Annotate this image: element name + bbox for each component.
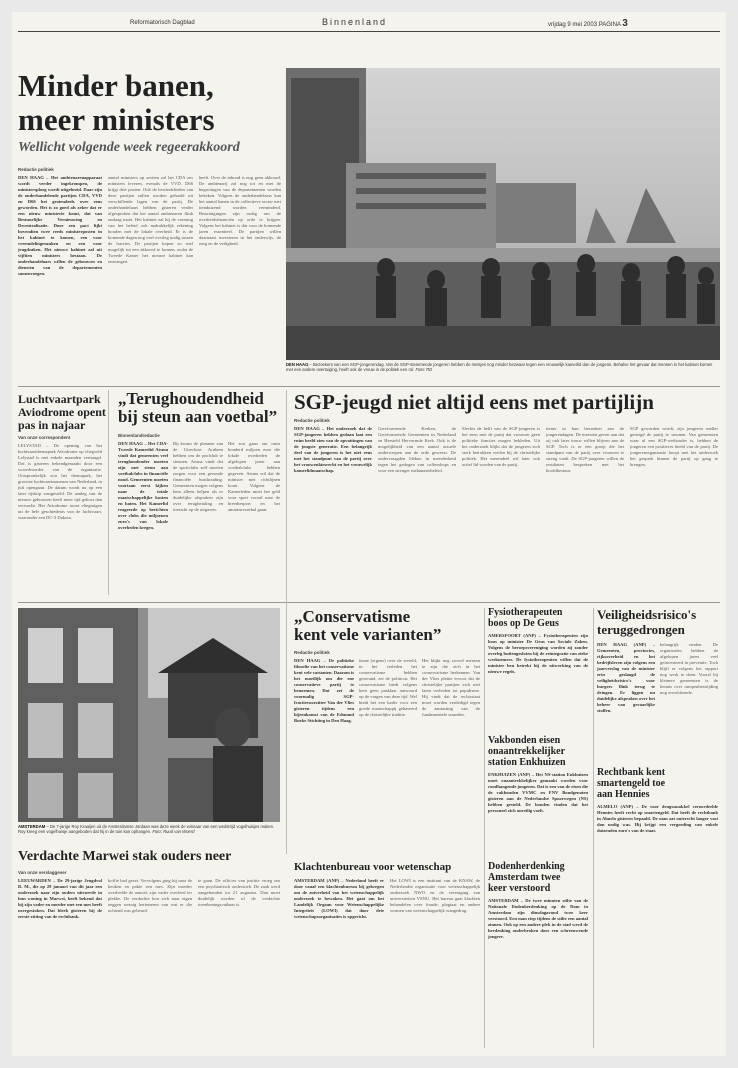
main-col3: heeft. Over de inhoud is nog geen akkoord. De ambtenarij zal nog tot en met de begrotingen van de departementen worden bekeken. Volgens de onderhandelaars kan het aantal banen in de collectieve sector met tienduizend worden verminderd. Bezuinigingen zijn nodig om de overheidsfinanciën op orde te krijgen. Volgens het kabinet is dat voor de komende jaren essentieel. De partijen willen daarnaast investeren in het onderwijs, de zorg en de veiligheid.: [199, 175, 281, 246]
veiligheid-headline-line2: teruggedrongen: [597, 622, 685, 637]
fysio-headline-line2: boos op De Geus: [488, 618, 559, 629]
enkhuizen-body: ENKHUIZEN (ANP) – Het NS-station Enkhuizen moet onaantrekkelijker gemaakt worden voor rondhangende jongeren. Dat is een van de eisen die de vakbonden VVMC en FNV Bondgenoten gisteren aan de Nederlandse Spoorwegen (NS) hebben gesteld. De bonden vinden dat het personeel zich onveilig voelt.: [488, 772, 588, 813]
vogelhuisje-photo: [18, 608, 280, 822]
voetbal-col2: Bij kwam de plannen van de Utrechtse Arnhem hebben om de profclub te steunen. Atsma vindt dat de sportclubs zelf moeten zorgen voor een gezonde financiële huishouding. Gemeenten mogen volgens hem alleen helpen als er duidelijke afspraken zijn over terugbetaling en toezicht op de uitgaven.: [173, 441, 223, 512]
column-rule: [484, 608, 485, 1048]
paper-name: Reformatorisch Dagblad: [130, 20, 195, 26]
main-subhead: Wellicht volgende week regeerakkoord: [18, 140, 240, 155]
voetbal-headline-line2: bij steun aan voetbal”: [118, 407, 278, 426]
column-rule: [286, 390, 287, 854]
veiligheid-col1: DEN HAAG (ANP) – Gemeenten, provincies, rijksoverheid en het bedrijfsleven zijn volgens een jaarverslag van de minister erin geslaagd de veiligheidsrisico's voor burgers flink terug te dringen. Er liggen nu duidelijke afspraken over het beheer van gevaarlijke stoffen.: [597, 642, 655, 713]
sgp-col4: tiener in hun bezoeken aan de jongerendagen. De meesten geven aan dat zij ook later trouw willen blijven aan de SGP. Toch is er een groep die het standpunt van de partij over vrouwen te streng vindt. De SGP-jongeren willen de resultaten bespreken met het hoofdbestuur.: [546, 426, 624, 473]
sgp-headline: SGP-jeugd niet altijd eens met partijlijn: [294, 390, 654, 414]
enkhuizen-headline-line3: station Enkhuizen: [488, 757, 566, 768]
hennies-body: ALMELO (ANP) – De voor drugssmokkel veroordeelde Hennies heeft recht op smartengeld. Dat heeft de rechtbank in Almelo gisteren bepaald. De man zat onterecht langer vast dan nodig was. Hij krijgt een vergoeding van enkele duizenden euro's van de staat.: [597, 804, 718, 833]
section-divider-2: [18, 602, 720, 603]
luchtvaart-headline-line1: Luchtvaartpark: [18, 392, 101, 406]
luchtvaart-body: LELYSTAD – De opening van het luchtvaartthemapark Aviodrome op vliegveld Lelystad is met enkele maanden vertraagd. Dat is gisteren bekendgemaakt door een woordvoerder van de organisatie. Oorspronkelijk zou het themapark, het grootste luchtvaartmuseum van Nederland, in juli opengaan. De datum wordt nu op een later tijdstip vastgesteld. De aanleg van de nieuwe gebouwen heeft meer tijd gekost dan verwacht. Het Aviodrome toont vliegtuigen uit de hele geschiedenis van de luchtvaart, waaronder een DC-3 Dakota.: [18, 443, 102, 520]
sgp-byline: Redactie politiek: [294, 418, 330, 423]
fysio-body: AMERSFOORT (ANP) – Fysiotherapeuten zijn boos op minister De Geus van Sociale Zaken. Volgens de beroepsvereniging worden zij zonder overleg buitengesloten bij de reintegratie van zieke werknemers. De fysiotherapeuten willen dat de minister hen betrekt bij de uitwerking van de nieuwe regels.: [488, 633, 588, 674]
main-headline-line2: meer ministers: [18, 102, 215, 137]
main-col1: DEN HAAG – Het ambtenarenapparaat wordt verder ingekrompen, de ministersploeg wordt uitgebreid. Daar zijn de onderhandelende partijen CDA, VVD en D66 het grotendeels over eens geworden. Het is zo goed als zeker dat er een nieuw ministerie komt, dat van Bestuurlijke Vernieuwing en Decentralisatie. Door een pact lijkt bovendien twee reeds ministerposten in het kabinet te komen, een voor vreemdelingenzaken en een voor jeugdzaken. Het nieuwe kabinet zal uit vijftien ministers bestaan. De onderhandelaars willen de gebouwen en diensten van de departementen samenvoegen.: [18, 175, 102, 276]
dodenherdenking-headline-line1: Dodenherdenking: [488, 861, 565, 872]
sgp-col1: DEN HAAG – Het onderzoek dat de SGP-jongeren hebben gedaan laat een ruim beeld zien van de opvattingen van de jongste generatie. Een belangrijk deel van de jongeren is het niet eens met het standpunt van de partij over het vrouwenkiesrecht en het vrouwelijk kamerlidmaatschap.: [294, 426, 372, 473]
enkhuizen-headline-line1: Vakbonden eisen: [488, 735, 561, 746]
top-photo-caption: DEN HAAG – Bezoekers van een SGP-jongerendag. Van de SGP-stemmende jongeren hebben de meisjes nog minder bezwaar tegen een vrouwelijk kamerlid dan de jongens. Behalve het gevaar dat mensen in het kabinet komen met een andere overtuiging, heeft ook de vrouw in de politiek een rol. Foto: RD: [286, 362, 713, 373]
klachtenbureau-headline: Klachtenbureau voor wetenschap: [294, 861, 452, 873]
newspaper-page: [12, 12, 726, 1056]
veiligheid-headline-line1: Veiligheidsrisico's: [597, 607, 697, 622]
page-date: vrijdag 9 mei 2003 PAGINA 3: [548, 18, 628, 29]
main-col2: aantal ministers op zestien zal het CDA zes ministers leveren, evenals de VVD. D66 krijgt drie posten. Ook de bewindslieden van deze partijen zullen worden gehaald uit verschillende lagen van de partij. De onderhandelaars hebben gisteren verder afgesproken dat het aantal ambtenaren flink omlaag moet. Het kabinet zal bij de vorming van het beleid ook nadrukkelijk rekening houden met de lokale overheid. Er is de komende dagen nog veel overleg nodig tussen de fracties. De partijen hopen zo snel mogelijk tot een akkoord te komen, zodat de Tweede Kamer het nieuwe kabinet kan ontvangen.: [108, 175, 193, 264]
main-byline: Redactie politiek: [18, 167, 54, 172]
veiligheid-col2: belangrijk vinden. De organisaties hebben de afgelopen jaren veel geïnvesteerd in preventie. Toch blijft er volgens het rapport nog werk te doen. Vooral bij kleinere gemeenten is de kennis over rampenbestrijding nog onvoldoende.: [660, 642, 718, 695]
conservatisme-headline-line2: kent vele varianten”: [294, 625, 442, 644]
section-title: Binnenland: [322, 17, 388, 27]
klachtenbureau-col1: AMSTERDAM (ANP) – Nederland heeft er door vanaf een klachtenbureau bij gekregen om de zuiverheid van het wetenschappelijk onderzoek te bewaken. Het gaat om het Landelijk Orgaan voor Wetenschappelijke Integriteit (LOWI) dat door drie wetenschapsorganisaties is opgericht.: [294, 878, 384, 919]
sgp-youth-photo: [286, 68, 720, 360]
conservatisme-headline-line1: „Conservatisme: [294, 607, 411, 626]
marwei-col1: LEEUWARDEN – De 29-jarige Jeugdvol R. M., die op 29 januari van dit jaar een onderzoek naar zijn ouders uitvoerde in hun woning in Marwei, heeft bekend dat hij zijn vader en moeder met een mes heeft neergestoken. Dat bleek gisteren bij de eerste zitting van de rechtbank.: [18, 878, 102, 919]
marwei-byline: Van onze verslaggever: [18, 870, 67, 875]
section-divider: [18, 386, 720, 387]
marwei-col3: te gaan. De officier van justitie vroeg om een psychiatrisch onderzoek. De zaak werd aangehouden tot 21 augustus. Dan moet duidelijk worden of de verdachte toerekeningsvatbaar is.: [198, 878, 280, 907]
voetbal-headline-line1: „Terughoudendheid: [118, 389, 264, 408]
marwei-col2: koffie had gezet. Vervolgens ging hij naar de keuken en pakte een mes. Zijn moeder overleefde de aanval, zijn vader overleed ter plekke. De verdachte kon zich naar eigen zeggen weinig herinneren van wat er die ochtend was gebeurd.: [108, 878, 192, 913]
voetbal-col1: DEN HAAG – Het CDA-Tweede Kamerlid Atsma vindt dat gemeenten veel terughoudender moeten zijn met steun aan voetbalclubs in financiële nood. Gemeenten moeten voortaan eerst kijken naar de totale maatschappelijke kosten en baten. Het Kamerlid reageerde op berichten over clubs die miljoenen euro's van lokale overheden kregen.: [118, 441, 168, 530]
luchtvaart-byline: Van onze correspondent: [18, 435, 71, 440]
bottom-photo-caption: AMSTERDAM – De 7-jarige Roy Kraaijen uit de Amsterdamse Jordaan was deze week de winnaar van een wedstrijd vogelhuisjes maken. Roy kreeg een vogelhuisje aangeboden dat hij in de tuin kan ophangen. Foto: Ruud van Woerd: [18, 824, 275, 835]
conservatisme-col2: tisme (ergens) over de wereld, in het verleden het conservatisme hebben gesteund, zei de politicus. Het conservatisme biedt volgens hem geen pasklaar antwoord op de vragen van deze tijd. Wel biedt het een kader voor een goede maatschappij gebaseerd op de christelijke traditie.: [359, 658, 417, 717]
luchtvaart-headline-line2: Aviodrome opent: [18, 405, 106, 419]
masthead-rule: [18, 31, 720, 32]
sgp-col2: Gereformeerde Kerken, de Gereformeerde Gemeenten in Nederland en Hersteld Hervormde Kerk. Ook is de mogelijkheid van een aantal actuele onderwerpen aan de orde geweest. De ondervraagden bleken in meerderheid tegen het gedogen van coffeeshops en voor een strenger euthanasiebeleid.: [378, 426, 456, 473]
marwei-headline: Verdachte Marwei stak ouders neer: [18, 849, 232, 864]
dodenherdenking-headline-line3: keer verstoord: [488, 883, 551, 894]
conservatisme-byline: Redactie politiek: [294, 650, 330, 655]
dodenherdenking-body: AMSTERDAM – De twee minuten stilte van de Nationale Dodenherdenking op de Dam in Amsterdam zijn dinsdagavond twee keer verstoord. Een man riep tijdens de stilte een aantal zinnen. Ook op een andere plek in de stad werd de herdenking onderbroken door een schreeuwende jongere.: [488, 898, 588, 939]
klachtenbureau-col2: Het LOWI is een instituut van de KNAW, de Nederlandse organisatie voor wetenschappelijk onderzoek NWO en de vereniging van universiteiten VSNU. Het bureau gaat klachten behandelen over fraude, plagiaat en andere vormen van wetenschappelijk wangedrag.: [390, 878, 480, 913]
sgp-col5: SGP geworden wordt, zijn jongeren sneller geneigd de partij te steunen. Van gemeenten waar al een SGP-wethouder is, hebben de jongeren een positiever beeld van de partij. De jongerenorganisatie hoopt met het onderzoek het gesprek binnen de partij op gang te brengen.: [630, 426, 718, 467]
sgp-col3: Slechts de helft van de SGP-jongeren is het eens met de partij dat vrouwen geen politieke functies mogen bekleden. Uit het onderzoek blijkt dat de jongeren zich sterk betrokken voelen bij de christelijke politiek. Het merendeel wil later ook actief lid worden van de partij.: [462, 426, 540, 467]
column-rule: [108, 390, 109, 595]
column-rule: [593, 608, 594, 1048]
photo-image-bottom: [18, 608, 280, 822]
main-headline-line1: Minder banen,: [18, 68, 214, 103]
hennies-headline-line3: aan Hennies: [597, 789, 650, 800]
voetbal-col3: Het zou gaan om ruim honderd miljoen euro die lokale overheden de afgelopen jaren aan voetbalclubs hebben gegeven. Atsma wil dat de minister met richtlijnen komt. Volgens de Kamerleden moet het geld voor sport vooral naar de breedtesport en het amateurvoetbal gaan.: [228, 441, 280, 512]
hennies-headline-line2: smartengeld toe: [597, 778, 666, 789]
fysio-headline-line1: Fysiotherapeuten: [488, 607, 563, 618]
conservatisme-col3: Het blijkt nog zoveel mensen te zijn die zich in het conservatisme herkennen. Van der Vlies pleitte ervoor dat de christelijke partijen zich niet laten verleiden tot populisme. Hij vindt dat de rechtsstaat moet worden verdedigd tegen de aantasting van de fundamentele waarden.: [422, 658, 480, 717]
voetbal-byline: Binnenlandredactie: [118, 433, 160, 438]
photo-image: [286, 68, 720, 360]
enkhuizen-headline-line2: onaantrekkelijker: [488, 746, 566, 757]
luchtvaart-headline-line3: pas in najaar: [18, 418, 86, 432]
hennies-headline-line1: Rechtbank kent: [597, 767, 666, 778]
dodenherdenking-headline-line2: Amsterdam twee: [488, 872, 561, 883]
conservatisme-col1: DEN HAAG – De politieke filosofie van het conservatisme kent vele varianten. Daarom is het moeilijk om die ene conservatieve partij te benoemen. Dat zei de voormalig SGP-fractievoorzitter Van der Vlies gisteren tijdens een bijeenkomst van de Edmund Burke Stichting in Den Haag.: [294, 658, 354, 723]
